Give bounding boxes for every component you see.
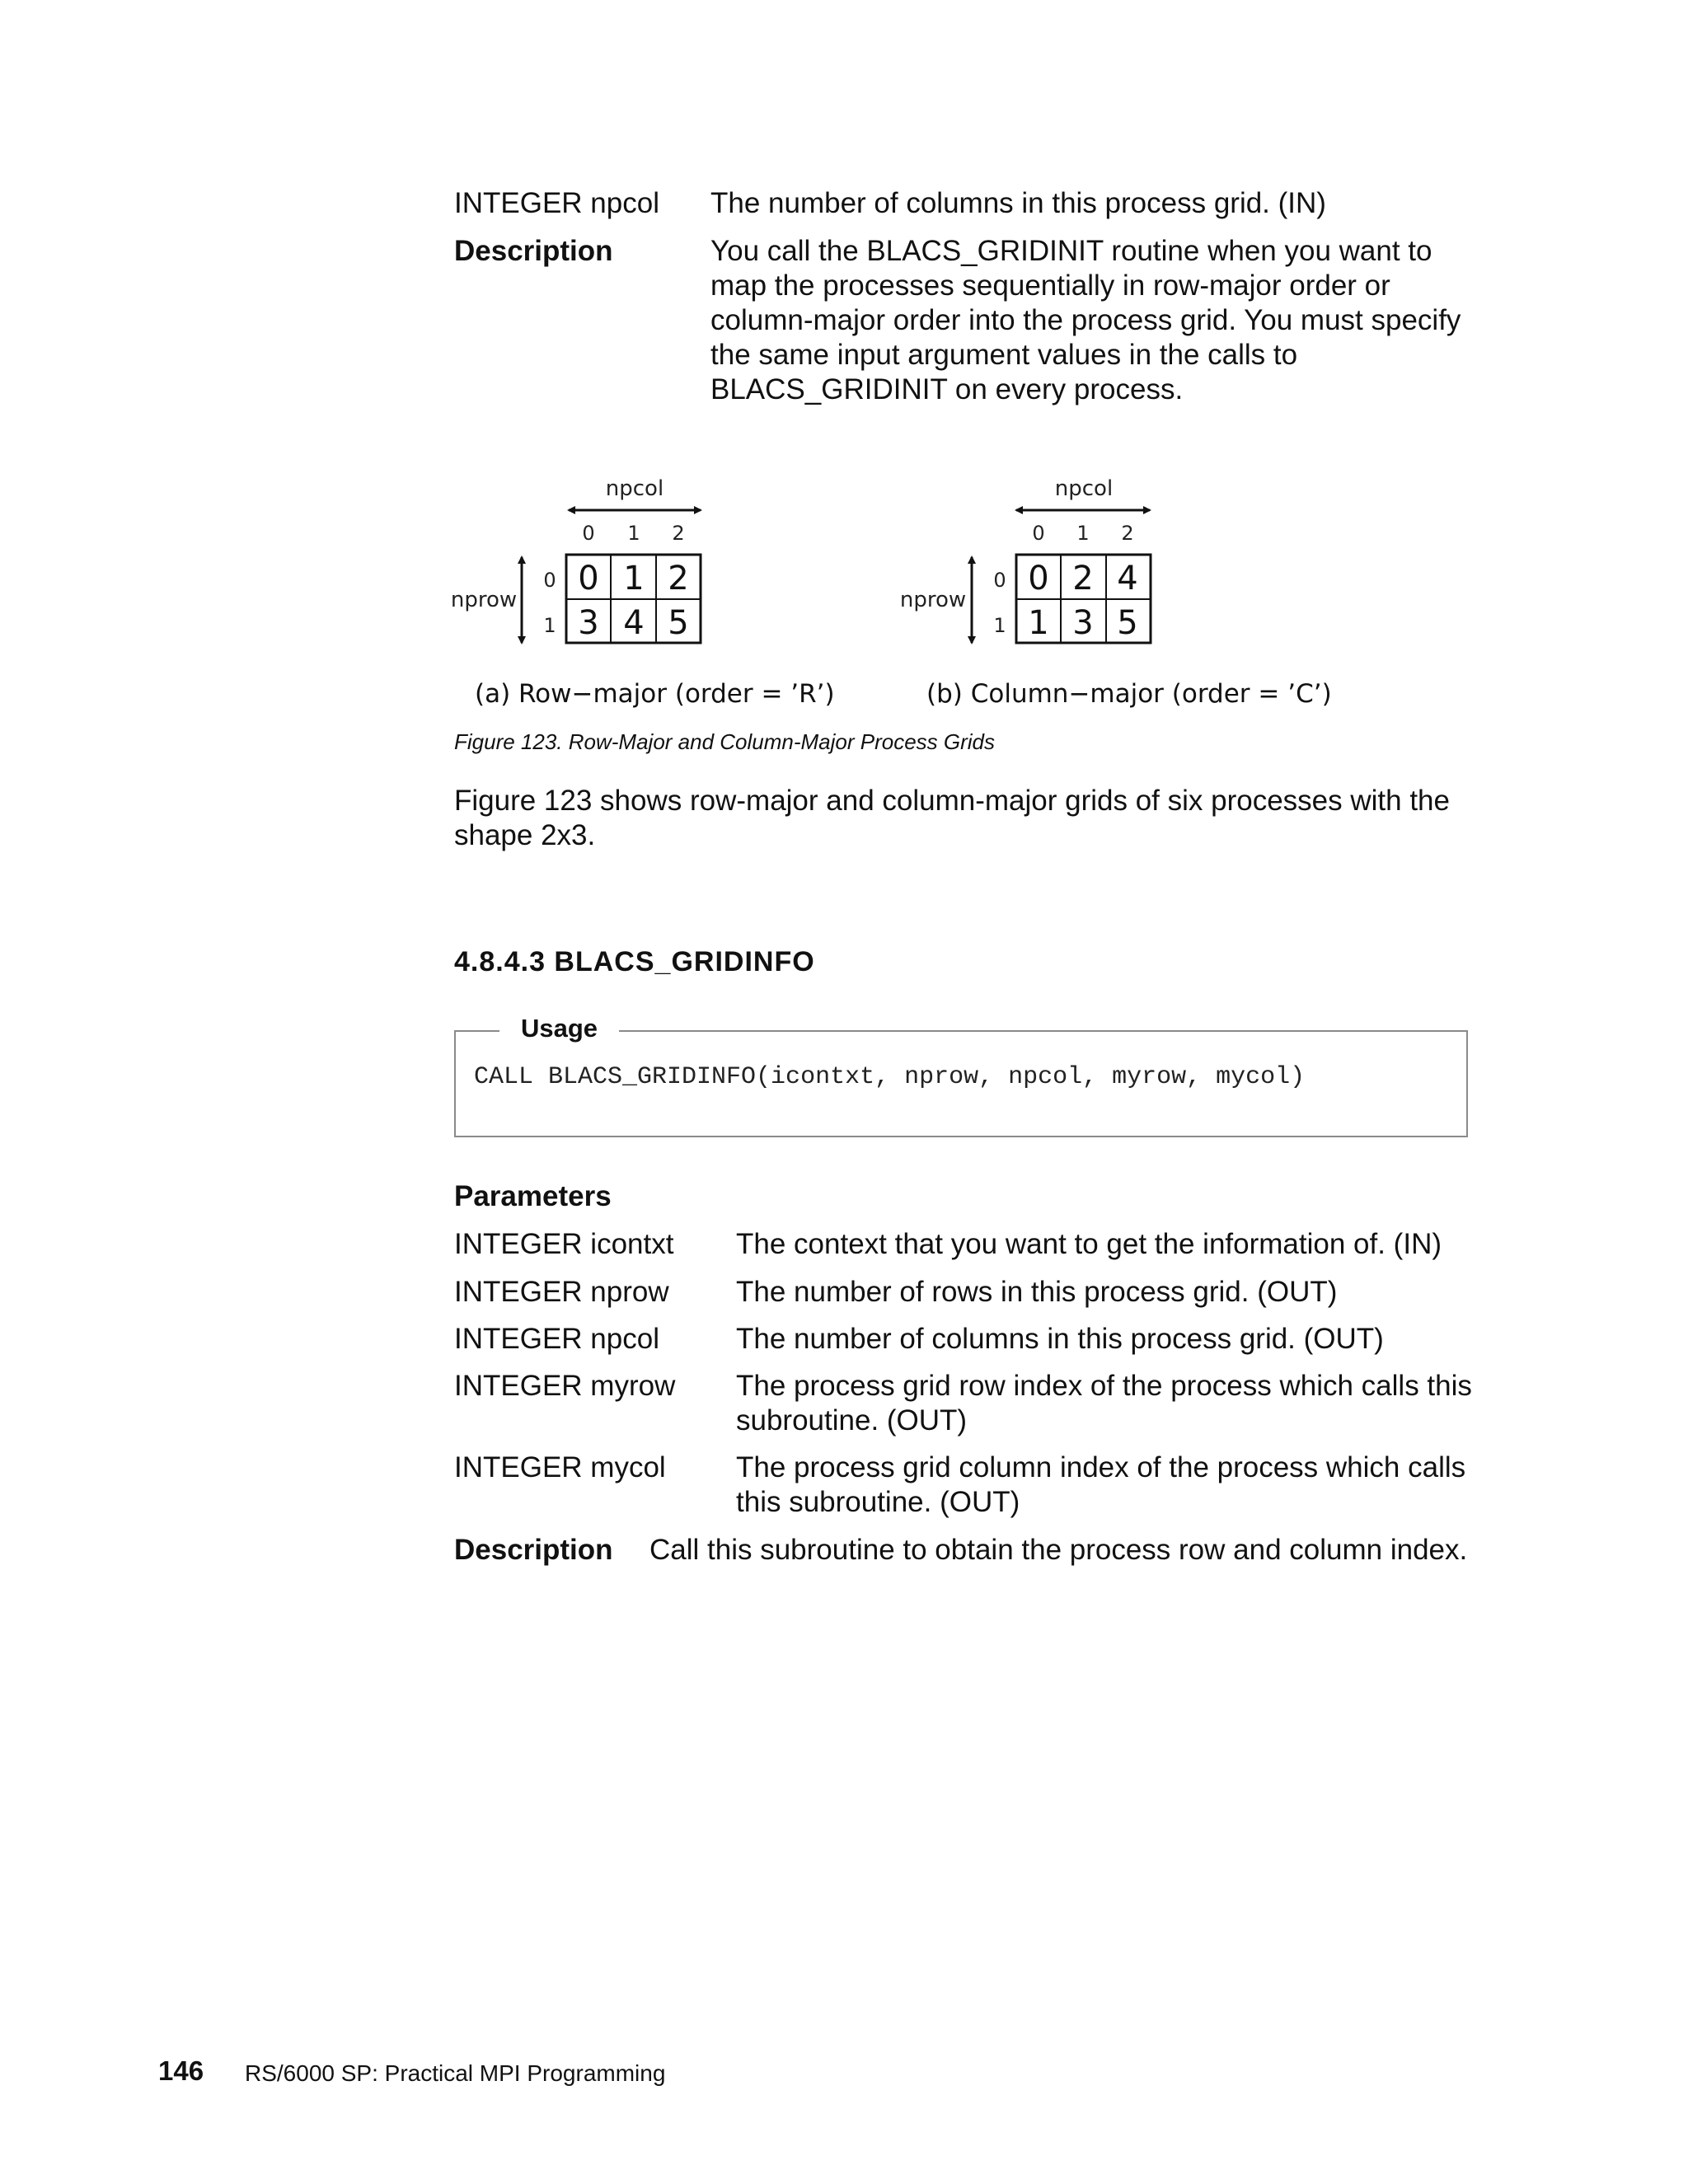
figure-caption: Figure 123. Row-Major and Column-Major Process Grids (454, 729, 996, 754)
param-desc-nprow: The number of rows in this process grid. (OUT) (736, 1276, 1338, 1308)
param-desc-line: subroutine. (OUT) (736, 1404, 968, 1436)
panel-a-row-index: 0 (543, 569, 556, 592)
panel-a-cell: 2 (668, 560, 689, 598)
description-line: column-major order into the process grid. You must specify (710, 304, 1461, 336)
panel-b-nprow-label: nprow (899, 588, 967, 612)
panel-a-col-index: 2 (672, 522, 685, 545)
panel-a-row-index: 1 (543, 614, 556, 637)
panel-a-nprow-label: nprow (450, 588, 518, 612)
panel-a-col-index: 1 (627, 522, 640, 545)
panel-a-cell: 3 (578, 604, 599, 642)
panel-b-cell: 4 (1117, 560, 1138, 598)
panel-b-col-index: 2 (1121, 522, 1134, 545)
panel-a-cell: 4 (623, 604, 645, 642)
panel-b-col-index: 0 (1032, 522, 1045, 545)
param-name-mycol: INTEGER mycol (454, 1451, 666, 1483)
description-text-bottom: Call this subroutine to obtain the process row and column index. (649, 1534, 1468, 1566)
panel-b-subcaption: (b) Column−major (order = ’C’) (926, 679, 1332, 709)
book-title: RS/6000 SP: Practical MPI Programming (245, 2060, 666, 2086)
description-label-bottom: Description (454, 1534, 613, 1566)
panel-b-npcol-label: npcol (1054, 476, 1114, 501)
parameters-heading: Parameters (454, 1180, 612, 1212)
param-desc-myrow (736, 1369, 1472, 1438)
paragraph-line: Figure 123 shows row-major and column-major grids of six processes with the (454, 785, 1450, 817)
usage-code: CALL BLACS_GRIDINFO(icontxt, nprow, npcol, myrow, mycol) (474, 1063, 1306, 1091)
description-label-top: Description (454, 235, 613, 267)
param-name-myrow: INTEGER myrow (454, 1370, 676, 1402)
param-name-nprow: INTEGER nprow (454, 1276, 669, 1308)
description-line: BLACS_GRIDINIT on every process. (710, 373, 1184, 405)
panel-b-cell: 5 (1117, 604, 1138, 642)
usage-title: Usage (499, 1014, 619, 1043)
param-desc-mycol (736, 1451, 1465, 1520)
param-desc-icontxt: The context that you want to get the information of. (IN) (736, 1228, 1442, 1260)
panel-b-row-index: 0 (993, 569, 1006, 592)
panel-a-npcol-label: npcol (605, 476, 664, 501)
panel-b-cell: 3 (1072, 604, 1094, 642)
param-desc-line: The process grid column index of the process which calls (736, 1451, 1466, 1483)
panel-b-cell: 1 (1028, 604, 1049, 642)
param-desc-npcol: The number of columns in this process grid. (OUT) (736, 1323, 1384, 1355)
param-desc-npcol-top: The number of columns in this process grid. (IN) (710, 187, 1326, 219)
panel-b-column-major (900, 476, 1332, 709)
description-line: map the processes sequentially in row-major order or (710, 269, 1390, 302)
panel-b-cell: 2 (1072, 560, 1094, 598)
param-desc-line: The process grid row index of the process which calls this (736, 1370, 1472, 1402)
panel-b-row-index: 1 (993, 614, 1006, 637)
paragraph-line: shape 2x3. (454, 819, 596, 851)
figure-reference-paragraph (454, 784, 1450, 853)
panel-b-col-index: 1 (1076, 522, 1090, 545)
param-name-npcol-top: INTEGER npcol (454, 187, 659, 219)
param-name-npcol: INTEGER npcol (454, 1323, 659, 1355)
panel-a-col-index: 0 (582, 522, 595, 545)
panel-a-subcaption: (a) Row−major (order = ’R’) (475, 679, 835, 709)
param-desc-line: this subroutine. (OUT) (736, 1486, 1020, 1518)
page-number: 146 (158, 2055, 204, 2086)
process-grid-figure (0, 0, 1688, 783)
param-name-icontxt: INTEGER icontxt (454, 1228, 674, 1260)
description-line: You call the BLACS_GRIDINIT routine when you want to (710, 235, 1432, 267)
panel-a-row-major (451, 476, 835, 709)
panel-a-cell: 1 (623, 560, 645, 598)
panel-a-cell: 5 (668, 604, 689, 642)
description-line: the same input argument values in the calls to (710, 339, 1298, 371)
panel-b-cell: 0 (1028, 560, 1049, 598)
panel-a-cell: 0 (578, 560, 599, 598)
section-heading: 4.8.4.3 BLACS_GRIDINFO (454, 946, 815, 977)
